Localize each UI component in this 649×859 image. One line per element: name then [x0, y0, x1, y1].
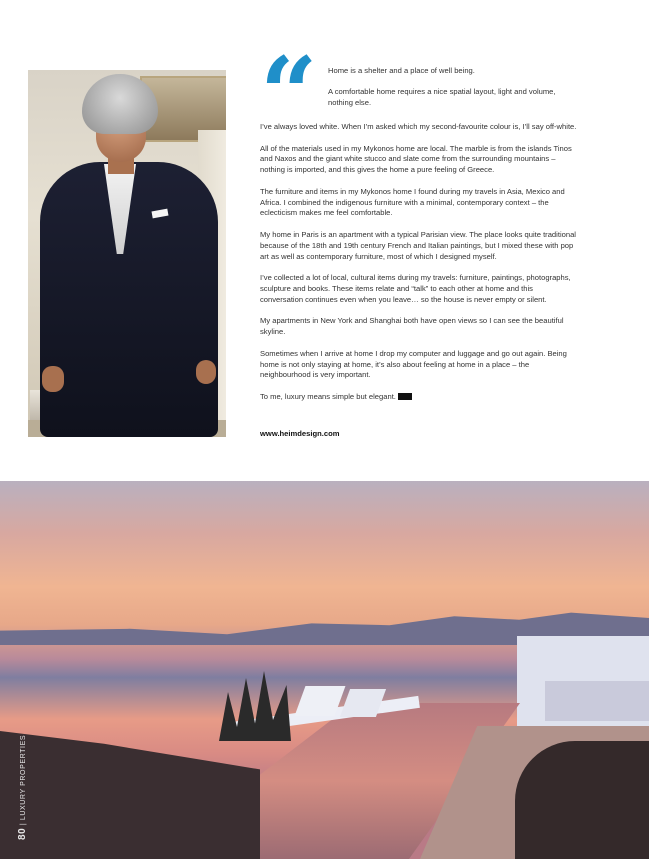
- paragraph: All of the materials used in my Mykonos home are local. The marble is from the islands Tinos and Naxos and the giant white stucco and slate come from the surrounding mountains – nothing is imported, and this gives the home a pure feeling of Greece.: [260, 143, 572, 175]
- paragraph: I’ve collected a lot of local, cultural items during my travels: furniture, paintings, photographs, sculpture and books. These items relate and “talk” to each other at home and this conversation continues even when you leave… so the house is never empty or silent.: [260, 273, 571, 304]
- article-body: [260, 122, 578, 414]
- paragraph: The furniture and items in my Mykonos home I found during my travels in Asia, Mexico and Africa. I combined the indigenous furniture with a minimal, contemporary context – the eclecticism makes me feel comfortable.: [260, 186, 565, 218]
- white-house-terrace-wall: [545, 681, 649, 721]
- portrait-photo: [28, 70, 226, 437]
- section-name: LUXURY PROPERTIES: [20, 734, 27, 821]
- quote-mark-icon: “: [260, 35, 318, 153]
- paragraph: My home in Paris is an apartment with a typical Parisian view. The place looks quite traditional because of the 18th and 19th century French and Italian paintings, but I mixed these with pop art as well as contemporary furniture, most of which I designed myself.: [260, 229, 576, 261]
- left-hand: [42, 366, 64, 392]
- closing-paragraph: [260, 392, 578, 403]
- paragraph: My apartments in New York and Shanghai both have open views so I can see the beautiful skyline.: [260, 316, 564, 337]
- quote-line: A comfortable home requires a nice spatial layout, light and volume, nothing else.: [328, 87, 556, 108]
- closing-text: To me, luxury means simple but elegant.: [260, 391, 396, 401]
- agave-plant: [210, 671, 300, 741]
- sunset-photo: [0, 481, 649, 859]
- rock: [515, 741, 649, 859]
- right-hand: [196, 360, 216, 384]
- paragraph: Sometimes when I arrive at home I drop my computer and luggage and go out again. Being home is not only staying at home, it’s also about feeling at home in a place – the neighbourhood is very important.: [260, 348, 567, 380]
- page-number: 80: [17, 827, 28, 840]
- page-footer: [17, 735, 28, 840]
- pull-quote: [328, 66, 578, 119]
- website-link[interactable]: www.heimdesign.com: [260, 429, 340, 438]
- end-of-article-icon: [398, 393, 412, 400]
- hillside: [0, 731, 260, 859]
- separator: |: [20, 820, 27, 826]
- paragraph: I’ve always loved white. When I’m asked which my second-favourite colour is, I’ll say off-white.: [260, 122, 577, 131]
- quote-line: Home is a shelter and a place of well being.: [328, 66, 475, 75]
